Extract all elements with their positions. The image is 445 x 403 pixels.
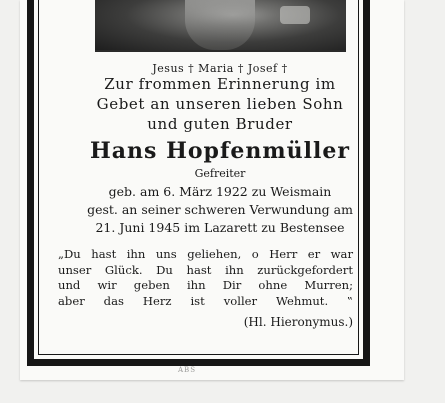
dedication-line-1: Zur frommen Erinnerung im (104, 75, 336, 93)
photo-insignia (280, 6, 310, 24)
quote-line-4: aber das Herz ist voller Wehmut. ‟ (58, 293, 353, 308)
printer-stamp: ABS (178, 366, 196, 374)
death-detail-1: gest. an seiner schweren Verwundung am (87, 202, 353, 217)
photo-figure (185, 0, 255, 50)
quote-line-1: „Du hast ihn uns geliehen, o Herr er war (58, 247, 353, 261)
memorial-quote (58, 247, 353, 309)
invocation: Jesus † Maria † Josef † (152, 62, 288, 75)
deceased-name: Hans Hopfenmüller (90, 138, 350, 164)
death-detail-2: 21. Juni 1945 im Lazarett zu Bestensee (95, 220, 345, 235)
mourning-border (27, 0, 370, 366)
quote-attribution: (Hl. Hieronymus.) (243, 315, 353, 329)
military-rank: Gefreiter (194, 167, 246, 180)
dedication-line-3: und guten Bruder (147, 115, 293, 133)
birth-detail: geb. am 6. März 1922 zu Weismain (108, 184, 332, 199)
portrait-photo (95, 0, 346, 52)
quote-line-3: und wir geben ihn Dir ohne Murren; (58, 278, 353, 292)
quote-line-2: unser Glück. Du hast ihn zurückgefordert (58, 262, 353, 277)
dedication-line-2: Gebet an unseren lieben Sohn (96, 95, 344, 113)
